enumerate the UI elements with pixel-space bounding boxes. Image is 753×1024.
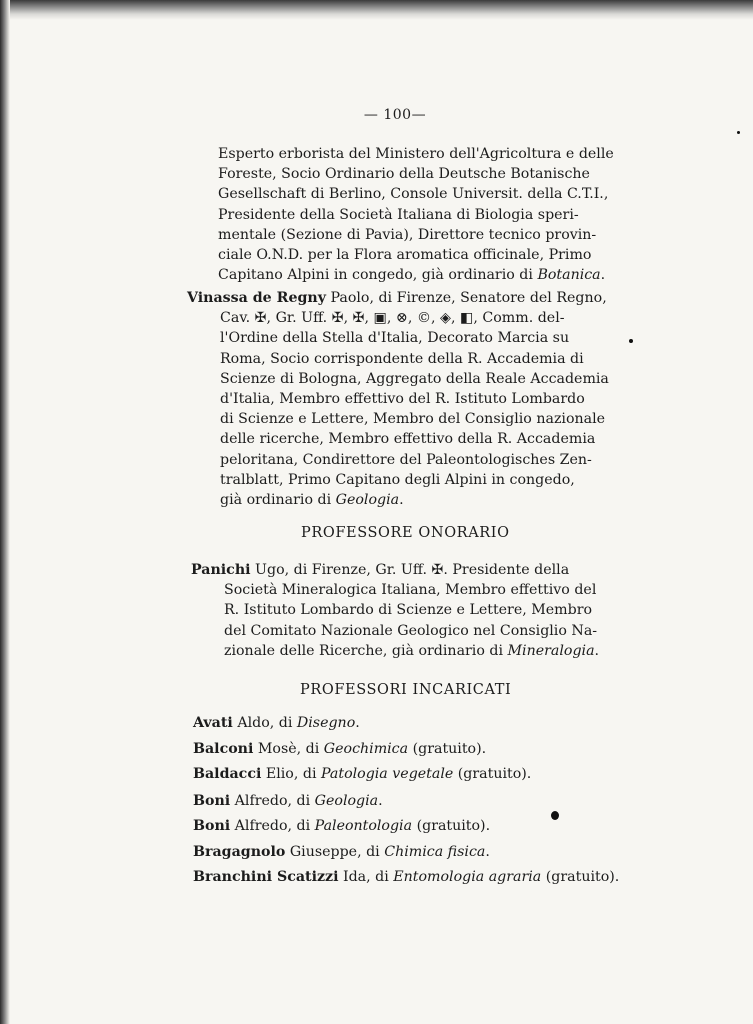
text-fragment: .: [378, 793, 383, 809]
text-line: l'Ordine della Stella d'Italia, Decorato Marcia su: [220, 330, 570, 347]
text-fragment: .: [399, 492, 404, 509]
text-line: Roma, Socio corrispondente della R. Accademia di: [220, 350, 584, 367]
text-line: del Comitato Nazionale Geologico nel Consiglio Na-: [224, 622, 598, 639]
list-item: [193, 715, 360, 731]
text-line: R. Istituto Lombardo di Scienze e Lettere, Membro: [224, 602, 593, 619]
text-fragment: Elio, di: [261, 766, 321, 782]
surname: Boni: [193, 818, 231, 834]
subject-name: Geologia: [335, 492, 400, 509]
text-fragment: Ugo, di Firenze, Gr. Uff. ✠. Presidente della: [250, 562, 570, 578]
text-fragment: (gratuito).: [408, 741, 487, 757]
surname: Bragagnolo: [193, 844, 286, 860]
entry-vinassa: [187, 288, 627, 510]
text-fragment: .: [594, 642, 600, 659]
subject-name: Entomologia agraria: [393, 869, 542, 885]
surname: Panichi: [191, 562, 251, 578]
text-fragment: Giuseppe, di: [285, 844, 385, 860]
text-fragment: Ida, di: [338, 869, 394, 885]
surname: Balconi: [193, 741, 254, 757]
text-line: Foreste, Socio Ordinario della Deutsche Botanische: [218, 166, 590, 183]
text-line: d'Italia, Membro effettivo del R. Istituto Lombardo: [220, 391, 585, 408]
entry-first-line: [191, 560, 631, 580]
text-fragment: Alfredo, di: [230, 793, 315, 809]
text-line: Cav. ✠, Gr. Uff. ✠, ✠, ▣, ⊗, ©, ◈, ◧, Comm. del-: [220, 310, 565, 327]
subject-name: Geochimica: [323, 741, 409, 757]
subject-name: Patologia vegetale: [321, 766, 454, 782]
text-fragment: Capitano Alpini in congedo, già ordinario di: [218, 267, 538, 284]
text-line: Presidente della Società Italiana di Biologia speri-: [218, 206, 579, 223]
surname: Baldacci: [193, 766, 262, 782]
list-item: [193, 869, 619, 885]
entry-panichi: [191, 560, 631, 661]
subject-name: Chimica fisica: [384, 844, 486, 860]
text-line: Gesellschaft di Berlino, Console Universit. della C.T.I.,: [218, 186, 609, 203]
text-fragment: .: [485, 844, 490, 860]
subject-name: Geologia: [314, 793, 379, 809]
text-line: [218, 265, 614, 285]
subject-name: Paleontologia: [314, 818, 413, 834]
list-item: [193, 818, 490, 834]
subject-name: Disegno: [296, 715, 356, 731]
ink-speck: [629, 339, 633, 343]
text-line: mentale (Sezione di Pavia), Direttore tecnico provin-: [218, 226, 597, 243]
text-line: Società Mineralogica Italiana, Membro effettivo del: [224, 582, 597, 599]
heading-professori-incaricati: PROFESSORI INCARICATI: [300, 682, 512, 698]
text-line: tralblatt, Primo Capitano degli Alpini in congedo,: [220, 471, 575, 488]
text-line: Esperto erborista del Ministero dell'Agricoltura e delle: [218, 146, 614, 162]
text-line: [224, 641, 631, 661]
scan-left-edge: [0, 0, 10, 1024]
page-number: — 100—: [363, 107, 427, 123]
entry-first-line: [187, 288, 627, 308]
ink-speck: [551, 811, 559, 820]
surname: Avati: [193, 715, 233, 731]
list-item: [193, 766, 531, 782]
text-fragment: Alfredo, di: [230, 818, 315, 834]
text-fragment: Mosè, di: [253, 741, 324, 757]
scan-top-edge: [0, 0, 753, 20]
subject-name: Botanica: [537, 267, 601, 284]
text-fragment: (gratuito).: [453, 766, 532, 782]
list-item: [193, 844, 490, 860]
text-fragment: già ordinario di: [220, 492, 336, 509]
text-line: peloritana, Condirettore del Paleontologisches Zen-: [220, 451, 592, 468]
surname: Vinassa de Regny: [187, 290, 326, 306]
text-fragment: (gratuito).: [541, 869, 620, 885]
heading-professore-onorario: PROFESSORE ONORARIO: [301, 525, 510, 541]
text-line: ciale O.N.D. per la Flora aromatica officinale, Primo: [218, 247, 592, 264]
entry-continued: [218, 144, 614, 285]
text-fragment: .: [355, 715, 360, 731]
text-line: di Scienze e Lettere, Membro del Consiglio nazionale: [220, 411, 606, 428]
surname: Branchini Scatizzi: [193, 869, 339, 885]
text-fragment: (gratuito).: [412, 818, 491, 834]
text-line: [220, 490, 627, 510]
subject-name: Mineralogia: [507, 642, 595, 659]
text-line: Scienze di Bologna, Aggregato della Reale Accademia: [220, 370, 609, 387]
text-fragment: Aldo, di: [232, 715, 297, 731]
text-line: delle ricerche, Membro effettivo della R. Accademia: [220, 431, 596, 448]
ink-speck: [737, 131, 740, 134]
text-fragment: .: [600, 267, 606, 284]
text-fragment: zionale delle Ricerche, già ordinario di: [224, 642, 508, 659]
text-fragment: Paolo, di Firenze, Senatore del Regno,: [325, 290, 607, 306]
list-item: [193, 741, 486, 757]
surname: Boni: [193, 793, 231, 809]
list-item: [193, 793, 383, 809]
